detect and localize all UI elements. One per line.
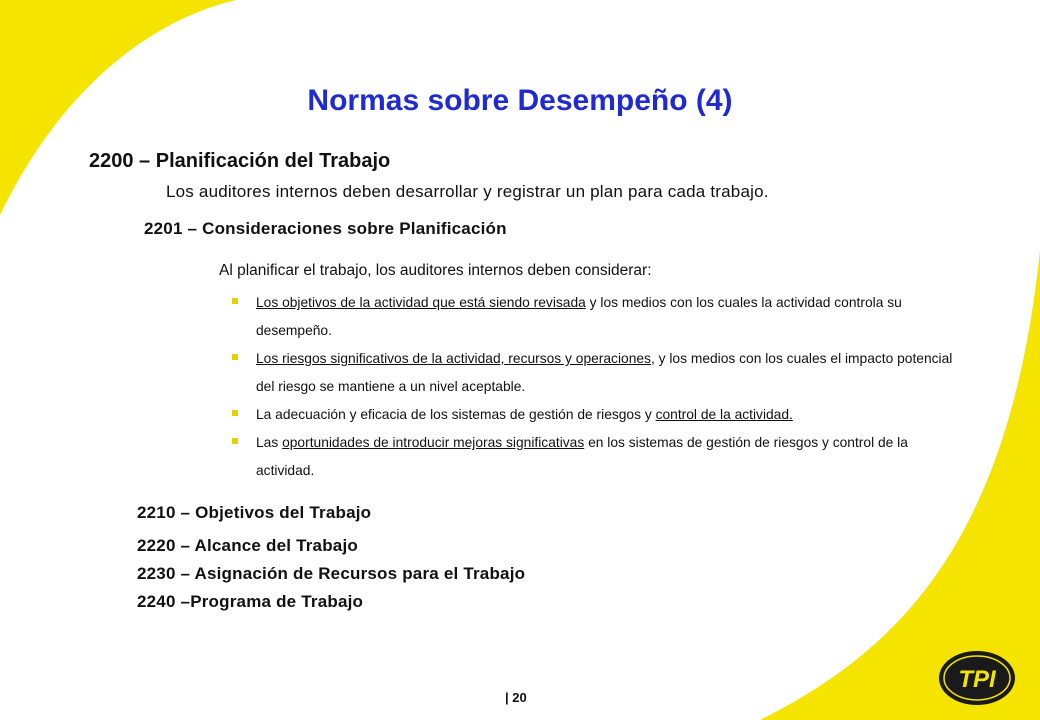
subsection-lead: Al planificar el trabajo, los auditores internos deben considerar: <box>219 262 652 279</box>
bullet-square-icon <box>232 354 238 360</box>
list-item: Los objetivos de la actividad que está siendo revisada y los medios con los cuales la actividad controla su desempeño. <box>232 289 926 345</box>
page-number: | 20 <box>505 690 527 705</box>
underlined-text: Los objetivos de la actividad que está siendo revisada <box>256 295 586 310</box>
tpi-logo <box>939 651 1015 705</box>
section-heading-2200: 2200 – Planificación del Trabajo <box>89 150 391 172</box>
list-item: Los riesgos significativos de la actividad, recursos y operaciones, y los medios con los cuales el impacto potencial del riesgo se mantiene a un nivel aceptable. <box>232 345 956 401</box>
subsection-heading-2201: 2201 – Consideraciones sobre Planificación <box>144 219 507 238</box>
underlined-text: control de la actividad. <box>655 407 793 422</box>
section-heading-2220: 2220 – Alcance del Trabajo <box>137 536 358 555</box>
section-heading-2230: 2230 – Asignación de Recursos para el Trabajo <box>137 564 526 583</box>
underlined-text: Los riesgos significativos de la actividad, recursos y operaciones <box>256 351 651 366</box>
list-item: La adecuación y eficacia de los sistemas de gestión de riesgos y control de la actividad. <box>232 401 932 429</box>
underlined-text: oportunidades de introducir mejoras significativas <box>282 435 585 450</box>
bullet-square-icon <box>232 298 238 304</box>
bullet-square-icon <box>232 438 238 444</box>
bullet-square-icon <box>232 410 238 416</box>
section-heading-2210: 2210 – Objetivos del Trabajo <box>137 503 372 522</box>
section-intro: Los auditores internos deben desarrollar y registrar un plan para cada trabajo. <box>166 182 769 201</box>
page-title: Normas sobre Desempeño (4) <box>307 84 733 117</box>
section-heading-2240: 2240 –Programa de Trabajo <box>137 592 364 611</box>
tpi-logo-text: TPI <box>958 666 996 693</box>
planning-considerations-list <box>232 289 953 485</box>
list-item: Las oportunidades de introducir mejoras significativas en los sistemas de gestión de riesgos y control de la actividad. <box>232 429 926 485</box>
